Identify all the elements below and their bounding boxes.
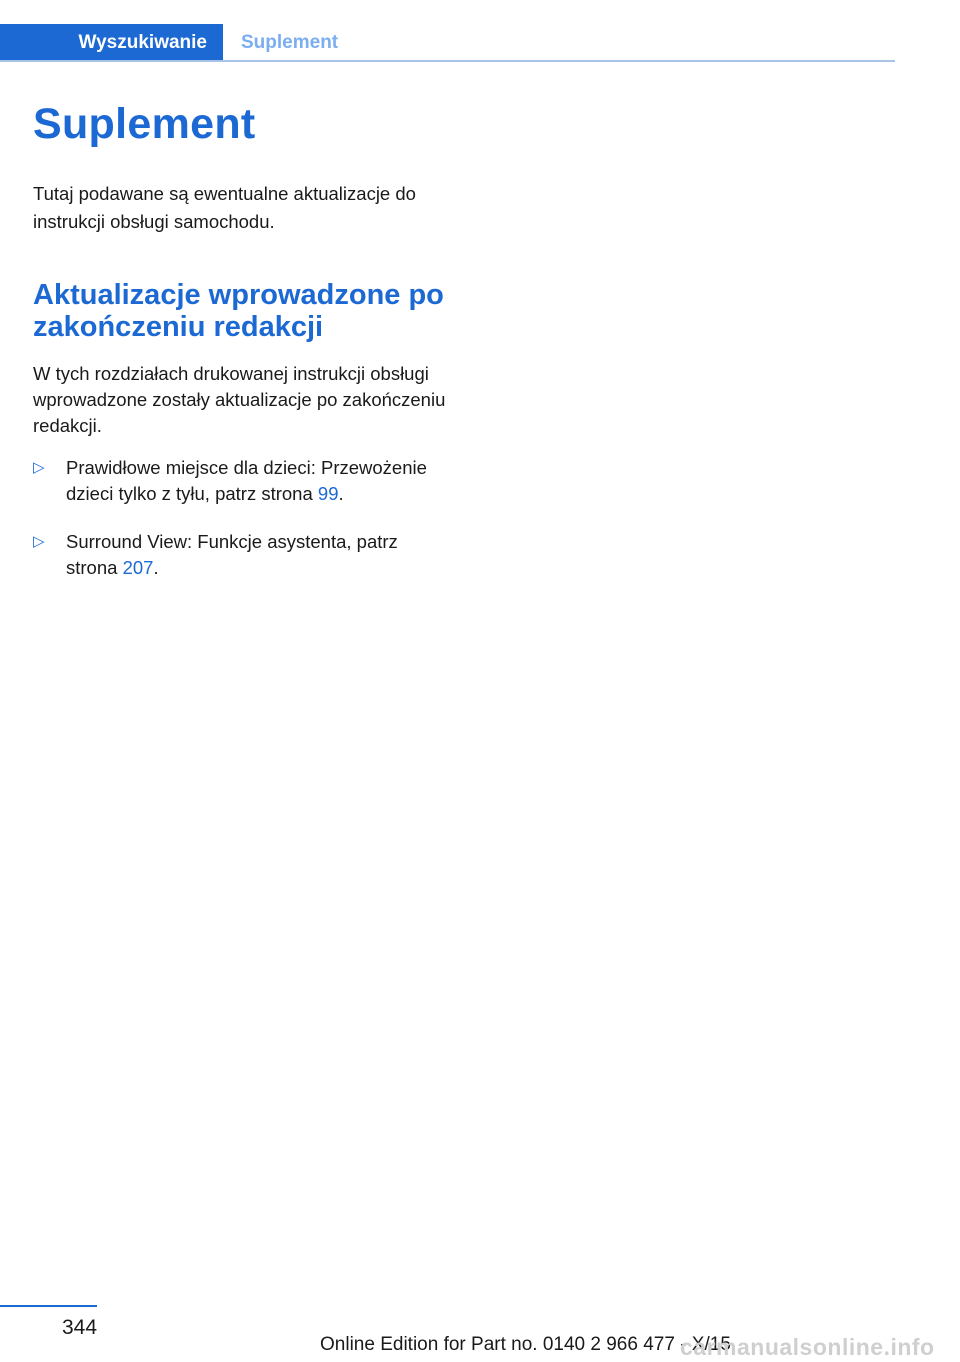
- page-number-rule: [0, 1305, 97, 1307]
- section-text: W tych rozdziałach drukowanej instrukcji obsługi wprowadzone zostały aktualizacje po zakończeniu redakcji.: [33, 363, 446, 436]
- list-item-end: .: [153, 557, 159, 578]
- chapter-tabs: [0, 24, 895, 62]
- page-link[interactable]: 99: [317, 483, 339, 504]
- tab-wyszukiwanie[interactable]: Wyszukiwanie: [0, 24, 223, 62]
- page-link[interactable]: 207: [122, 557, 154, 578]
- list-item: [33, 455, 453, 507]
- list-item-end: .: [338, 483, 344, 504]
- update-list: [33, 455, 453, 581]
- tab-suplement[interactable]: Suplement: [241, 32, 339, 53]
- page-number: 344: [62, 1316, 98, 1339]
- triangle-right-icon: ▷: [33, 533, 45, 550]
- list-item: [33, 529, 453, 581]
- list-item-text: Prawidłowe miejsce dla dzieci: Przewożenie dzieci tylko z tyłu, patrz strona: [66, 457, 427, 504]
- watermark: carmanualsonline.info: [680, 1334, 935, 1360]
- page-title: Suplement: [33, 100, 256, 148]
- main-content: [33, 96, 453, 581]
- intro-text: Tutaj podawane są ewentualne aktualizacje do instrukcji obsługi samochodu.: [33, 183, 416, 232]
- list-item-text: Surround View: Funkcje asystenta, patrz strona: [66, 531, 398, 578]
- section-title: Aktualizacje wprowadzone po zakończeniu redakcji: [33, 279, 444, 343]
- header-rule: [0, 60, 895, 62]
- triangle-right-icon: ▷: [33, 459, 45, 476]
- edition-text: Online Edition for Part no. 0140 2 966 477 - X/15: [320, 1334, 731, 1355]
